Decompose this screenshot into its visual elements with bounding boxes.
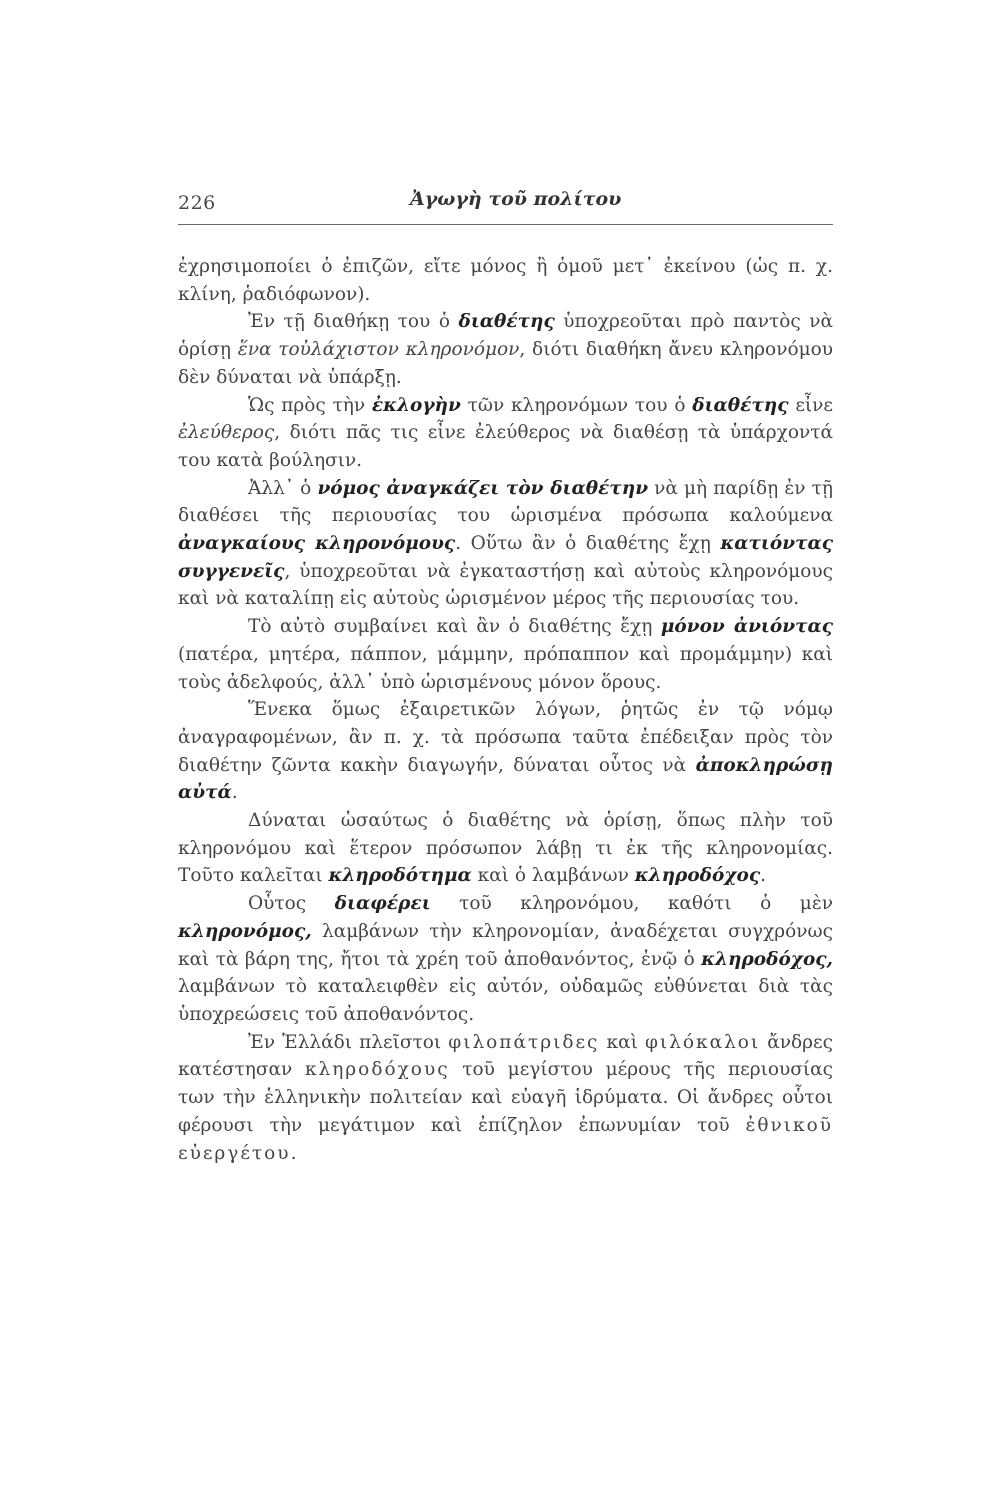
text-run: Ἐν τῇ διαθήκῃ του ὁ [248,311,459,333]
spaced-term: κληροδόχους [304,1059,450,1081]
paragraph-disinheritance [178,696,833,807]
text-run: εἶνε [788,394,833,416]
bold-term: μόνον ἀνιόντας [660,616,833,638]
text-run: Ὡς πρὸς τὴν [248,394,372,416]
text-run: Τὸ αὐτὸ συμβαίνει καὶ ἂν ὁ διαθέτης ἔχῃ [248,616,661,638]
text-run: , διότι διαθήκη ἄνευ κληρονόμου δὲν δύναται νὰ ὑπάρξῃ. [178,339,833,388]
text-run: καὶ ὁ λαμβάνων [471,865,635,887]
page-header [178,188,833,225]
paragraph-national-benefactors [178,1029,833,1168]
bold-term: διαθέτης [458,311,555,333]
text-run: Ἕνεκα ὅμως ἐξαιρετικῶν λόγων, ῥητῶς ἐν τῷ νόμῳ ἀναγραφομένων, ἂν π. χ. τὰ πρόσωπα ταῦτα ἐπέδειξαν πρὸς τὸν διαθέτην ζῶντα κακὴν διαγωγήν, δύναται οὗτος νὰ [178,699,833,776]
spaced-term: φιλόκαλοι [644,1031,761,1053]
paragraph-legacy [178,807,833,890]
text-run: νὰ μὴ παρίδῃ ἐν τῇ διαθέσει τῆς περιουσίας του ὡρισμένα πρόσωπα καλούμενα [178,477,833,527]
text-run: Ἀλλ᾽ ὁ [248,477,318,499]
spaced-term: φιλοπάτριδες [448,1031,600,1053]
text-run: . [290,1142,297,1164]
text-run: Ἐν Ἑλλάδι πλεῖστοι [248,1031,449,1053]
text-run: . [231,782,238,804]
text-run: Οὗτος [248,893,335,915]
bold-term: διαθέτης [692,394,789,416]
bold-term: κατιόντας συγγενεῖς [178,533,833,582]
bold-term: νόμος ἀναγκάζει τὸν διαθέτην [317,477,649,499]
body-text [178,253,833,1167]
text-run: λαμβάνων τὸ καταλειφθὲν εἰς αὐτόν, οὐδαμῶς εὐθύνεται διὰ τὰς ὑποχρεώσεις τοῦ ἀποθανόντος. [178,976,833,1025]
spaced-term: ἐθνικοῦ εὐεργέτου [178,1114,833,1164]
text-run: Δύναται ὡσαύτως ὁ διαθέτης νὰ ὁρίσῃ, ὅπως πλὴν τοῦ κληρονόμου καὶ ἕτερον πρόσωπον λάβῃ τι ἐκ τῆς κληρονομίας. Τοῦτο καλεῖται [178,810,833,887]
text-run: ἄνδρες κατέστησαν [178,1031,833,1081]
italic-phrase: ἕνα τοὐλάχιστον κληρονόμον [237,339,520,361]
paragraph-continuation [178,253,833,308]
paragraph-choice-of-heirs [178,392,833,475]
bold-term: ἀποκληρώσῃ αὐτά [178,754,833,804]
bold-term: κληροδόχος [634,865,761,887]
text-run: τῶν κληρονόμων του ὁ [460,394,693,416]
bold-term: διαφέρει [334,893,431,915]
bold-term: ἐκλογὴν [371,394,461,416]
running-title: Ἀγωγὴ τοῦ πολίτου [410,188,622,210]
text-run: (πατέρα, μητέρα, πάππον, μάμμην, πρόπαππον καὶ προμάμμην) καὶ τοὺς ἀδελφούς, ἀλλ᾽ ὑπὸ ὡρισμένους μόνον ὅρους. [178,643,833,693]
text-run: ὑποχρεοῦται πρὸ παντὸς νὰ ὁρίσῃ [178,311,833,361]
text-run: τοῦ μεγίστου μέρους τῆς περιουσίας των τὴν ἑλληνικὴν πολιτείαν καὶ εὐαγῆ ἱδρύματα. Οἱ ἄνδρες οὗτοι φέρουσι τὴν μεγάτιμον καὶ ἐπίζηλον ἐπωνυμίαν τοῦ [178,1059,833,1136]
italic-phrase: ἐλεύθερος [178,422,275,444]
bold-term: κληρονόμος, [178,920,312,942]
text-run: , ὑποχρεοῦται νὰ ἐγκαταστήσῃ καὶ αὐτοὺς κληρονόμους καὶ νὰ καταλίπῃ εἰς αὐτοὺς ὡρισμένον μέρος τῆς περιουσίας του. [178,560,833,610]
text-run: , διότι πᾶς τις εἶνε ἐλεύθερος νὰ διαθέσῃ τὰ ὑπάρχοντά του κατὰ βούλησιν. [178,422,833,471]
bold-term: κληροδόχος, [701,948,833,970]
paragraph-forced-heirs [178,475,833,614]
text-run: τοῦ κληρονόμου, καθότι ὁ μὲν [430,893,834,915]
paragraph-difference [178,890,833,1029]
text-run: . [760,865,767,887]
bold-term: ἀναγκαίους κληρονόμους [178,533,456,555]
text-run: ἐχρησιμοποίει ὁ ἐπιζῶν, εἴτε μόνος ἢ ὁμοῦ μετ᾽ ἐκείνου (ὡς π. χ. κλίνη, ῥαδιόφωνον). [178,256,833,305]
paragraph-testator-heir [178,308,833,391]
page-number: 226 [178,192,216,214]
text-run: λαμβάνων τὴν κληρονομίαν, ἀναδέχεται συγχρόνως καὶ τὰ βάρη της, ἤτοι τὰ χρέη τοῦ ἀποθανόντος, ἐνῷ ὁ [178,920,833,970]
text-run: . Οὕτω ἂν ὁ διαθέτης ἔχῃ [455,533,721,555]
paragraph-ascendants [178,613,833,696]
bold-term: κληροδότημα [328,865,472,887]
text-run: καὶ [599,1031,645,1053]
